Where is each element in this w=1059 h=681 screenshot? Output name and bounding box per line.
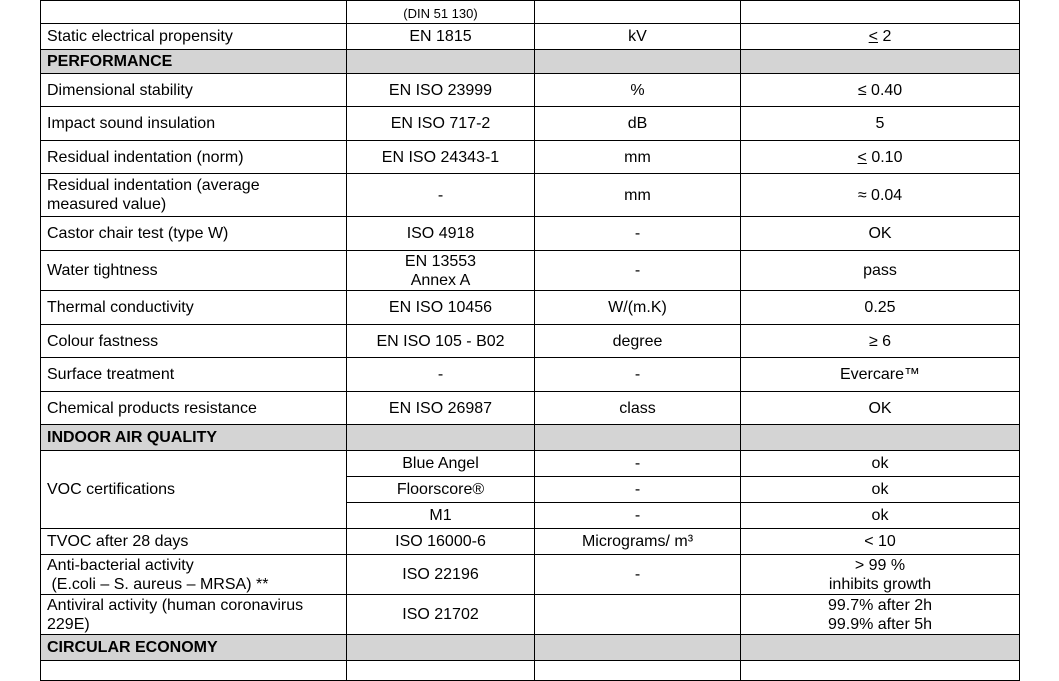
- table-row: [41, 661, 1020, 681]
- table-row: [41, 1, 1020, 24]
- value: ≥ 6: [741, 325, 1020, 358]
- value: ok: [741, 503, 1020, 529]
- table-row: [41, 555, 1020, 595]
- section-title: INDOOR AIR QUALITY: [41, 425, 347, 451]
- table-row: [41, 107, 1020, 141]
- unit: mm: [535, 174, 741, 217]
- property-name-line: Residual indentation (average: [47, 177, 260, 194]
- value-line: inhibits growth: [828, 575, 932, 593]
- technical-data-sheet: [40, 0, 1019, 681]
- value: < 10: [741, 529, 1020, 555]
- test-standard: [347, 1, 535, 24]
- table-row: [41, 24, 1020, 50]
- table-row: [41, 141, 1020, 174]
- section-header-row: [41, 50, 1020, 74]
- property-name: Castor chair test (type W): [41, 217, 347, 251]
- unit: -: [535, 451, 741, 477]
- unit: dB: [535, 107, 741, 141]
- value: [741, 1, 1020, 24]
- test-standard: EN ISO 24343-1: [347, 141, 535, 174]
- table-row: [41, 291, 1020, 325]
- test-standard: [347, 251, 535, 291]
- property-name: [41, 595, 347, 635]
- property-name: TVOC after 28 days: [41, 529, 347, 555]
- property-name-line: 229E): [47, 615, 90, 633]
- unit: mm: [535, 141, 741, 174]
- value: 5: [741, 107, 1020, 141]
- property-name: Static electrical propensity: [41, 24, 347, 50]
- test-standard: M1: [347, 503, 535, 529]
- value: OK: [741, 392, 1020, 425]
- test-standard: EN ISO 26987: [347, 392, 535, 425]
- unit: -: [535, 217, 741, 251]
- test-standard: ISO 4918: [347, 217, 535, 251]
- test-standard: EN ISO 105 - B02: [347, 325, 535, 358]
- property-name: Impact sound insulation: [41, 107, 347, 141]
- value: [741, 24, 1020, 50]
- value: 0.25: [741, 291, 1020, 325]
- value-prefix: <: [868, 28, 878, 45]
- value: pass: [741, 251, 1020, 291]
- table-row: [41, 451, 1020, 477]
- value: ≤ 0.40: [741, 74, 1020, 107]
- unit: -: [535, 503, 741, 529]
- value: ok: [741, 477, 1020, 503]
- value: ≈ 0.04: [741, 174, 1020, 217]
- test-standard: -: [347, 174, 535, 217]
- unit: class: [535, 392, 741, 425]
- property-name: Colour fastness: [41, 325, 347, 358]
- section-title: PERFORMANCE: [41, 50, 347, 74]
- property-name-line: (E.coli – S. aureus – MRSA) **: [47, 575, 269, 593]
- table-row: [41, 595, 1020, 635]
- table-row: [41, 174, 1020, 217]
- unit: W/(m.K): [535, 291, 741, 325]
- property-name-line: Antiviral activity (human coronavirus: [47, 596, 304, 614]
- test-standard: EN ISO 10456: [347, 291, 535, 325]
- property-name: Dimensional stability: [41, 74, 347, 107]
- table-row: [41, 529, 1020, 555]
- value-line: > 99 %: [854, 556, 906, 574]
- property-name: Water tightness: [41, 251, 347, 291]
- property-name: Chemical products resistance: [41, 392, 347, 425]
- test-standard: EN 1815: [347, 24, 535, 50]
- section-header-row: [41, 425, 1020, 451]
- test-standard: ISO 16000-6: [347, 529, 535, 555]
- value-number: 2: [878, 28, 892, 45]
- unit: -: [535, 358, 741, 392]
- test-standard: EN ISO 23999: [347, 74, 535, 107]
- test-standard: Blue Angel: [347, 451, 535, 477]
- value-line: 99.7% after 2h: [827, 596, 933, 614]
- unit: -: [535, 555, 741, 595]
- unit: kV: [535, 24, 741, 50]
- property-name-line: measured value): [47, 196, 167, 213]
- value-prefix: <: [857, 148, 867, 166]
- unit: %: [535, 74, 741, 107]
- unit: -: [535, 251, 741, 291]
- table-row: [41, 251, 1020, 291]
- table-row: [41, 325, 1020, 358]
- value: ok: [741, 451, 1020, 477]
- value-number: 0.10: [866, 148, 903, 166]
- value: OK: [741, 217, 1020, 251]
- property-name: Thermal conductivity: [41, 291, 347, 325]
- value: [741, 555, 1020, 595]
- property-name: [41, 1, 347, 24]
- table-row: [41, 358, 1020, 392]
- unit: Micrograms/ m³: [535, 529, 741, 555]
- test-standard: Floorscore®: [347, 477, 535, 503]
- standard-note: (DIN 51 130): [403, 6, 478, 21]
- specifications-table: [40, 0, 1020, 681]
- property-name: [41, 174, 347, 217]
- test-standard: ISO 22196: [347, 555, 535, 595]
- test-standard: -: [347, 358, 535, 392]
- value: [741, 141, 1020, 174]
- unit: -: [535, 477, 741, 503]
- property-name: [41, 555, 347, 595]
- table-row: [41, 74, 1020, 107]
- section-title: CIRCULAR ECONOMY: [41, 635, 347, 661]
- property-name: VOC certifications: [41, 451, 347, 529]
- test-standard: ISO 21702: [347, 595, 535, 635]
- table-row: [41, 217, 1020, 251]
- table-row: [41, 392, 1020, 425]
- unit: degree: [535, 325, 741, 358]
- unit: [535, 1, 741, 24]
- value: [741, 595, 1020, 635]
- property-name: Residual indentation (norm): [41, 141, 347, 174]
- property-name: Surface treatment: [41, 358, 347, 392]
- standard-line: EN 13553: [404, 252, 477, 270]
- value: Evercare™: [741, 358, 1020, 392]
- section-header-row: [41, 635, 1020, 661]
- value-line: 99.9% after 5h: [827, 615, 933, 633]
- property-name-line: Anti-bacterial activity: [47, 556, 194, 574]
- unit: [535, 595, 741, 635]
- test-standard: EN ISO 717-2: [347, 107, 535, 141]
- standard-line: Annex A: [410, 271, 471, 289]
